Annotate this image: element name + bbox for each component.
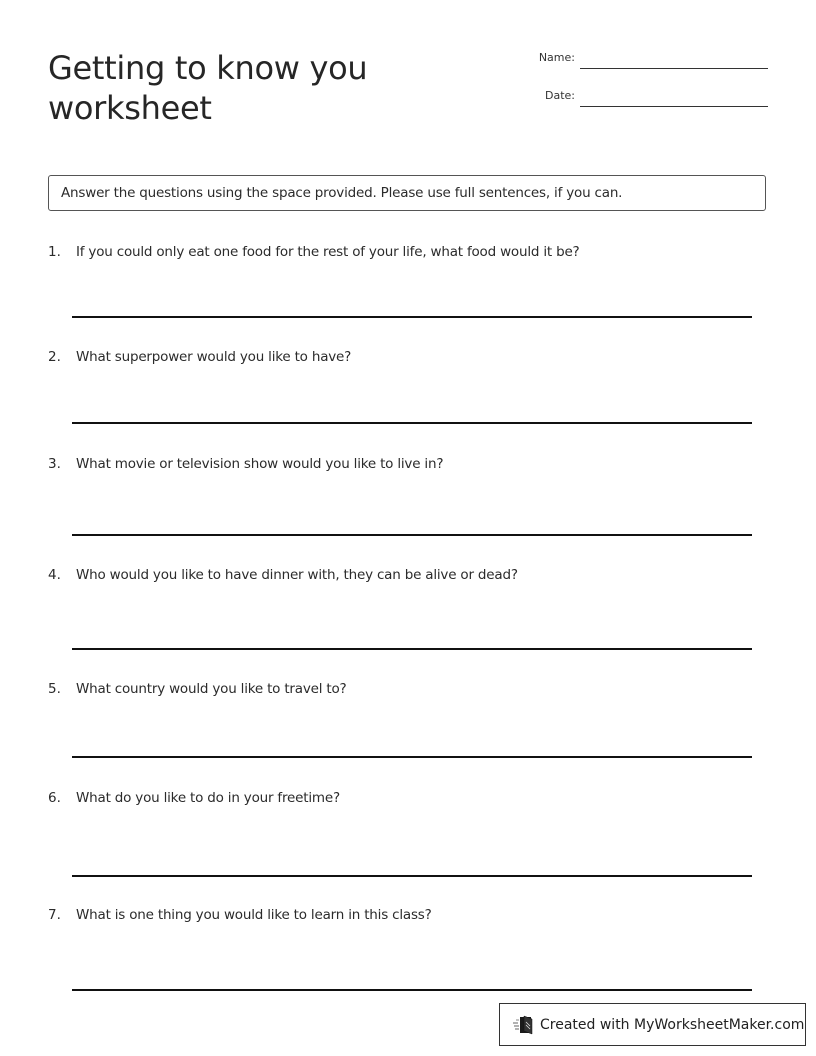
question-text: What country would you like to travel to? [76,681,347,697]
answer-line[interactable] [72,534,752,536]
footer-credit[interactable] [499,1003,806,1046]
answer-line[interactable] [72,756,752,758]
name-field[interactable] [580,68,768,69]
question-text: What superpower would you like to have? [76,349,352,365]
question-number: 3. [48,456,61,472]
page-title [48,48,367,128]
answer-line[interactable] [72,648,752,650]
question-number: 6. [48,790,61,806]
answer-line[interactable] [72,422,752,424]
title-line-2: worksheet [48,89,212,127]
instructions-box [48,175,766,211]
question-text: If you could only eat one food for the rest of your life, what food would it be? [76,244,580,260]
answer-line[interactable] [72,875,752,877]
date-field[interactable] [580,106,768,107]
question-number: 7. [48,907,61,923]
question-number: 2. [48,349,61,365]
question-text: What movie or television show would you like to live in? [76,456,444,472]
name-label: Name: [538,51,575,64]
question-number: 5. [48,681,61,697]
question-number: 4. [48,567,61,583]
answer-line[interactable] [72,316,752,318]
worksheet-maker-logo-icon [512,1014,534,1036]
answer-line[interactable] [72,989,752,991]
title-line-1: Getting to know you [48,49,368,87]
question-text: What is one thing you would like to learn in this class? [76,907,432,923]
question-text: Who would you like to have dinner with, they can be alive or dead? [76,567,518,583]
date-label: Date: [545,89,575,102]
question-number: 1. [48,244,61,260]
instructions-text: Answer the questions using the space provided. Please use full sentences, if you can. [61,185,623,201]
question-text: What do you like to do in your freetime? [76,790,340,806]
footer-text: Created with MyWorksheetMaker.com [540,1016,805,1033]
